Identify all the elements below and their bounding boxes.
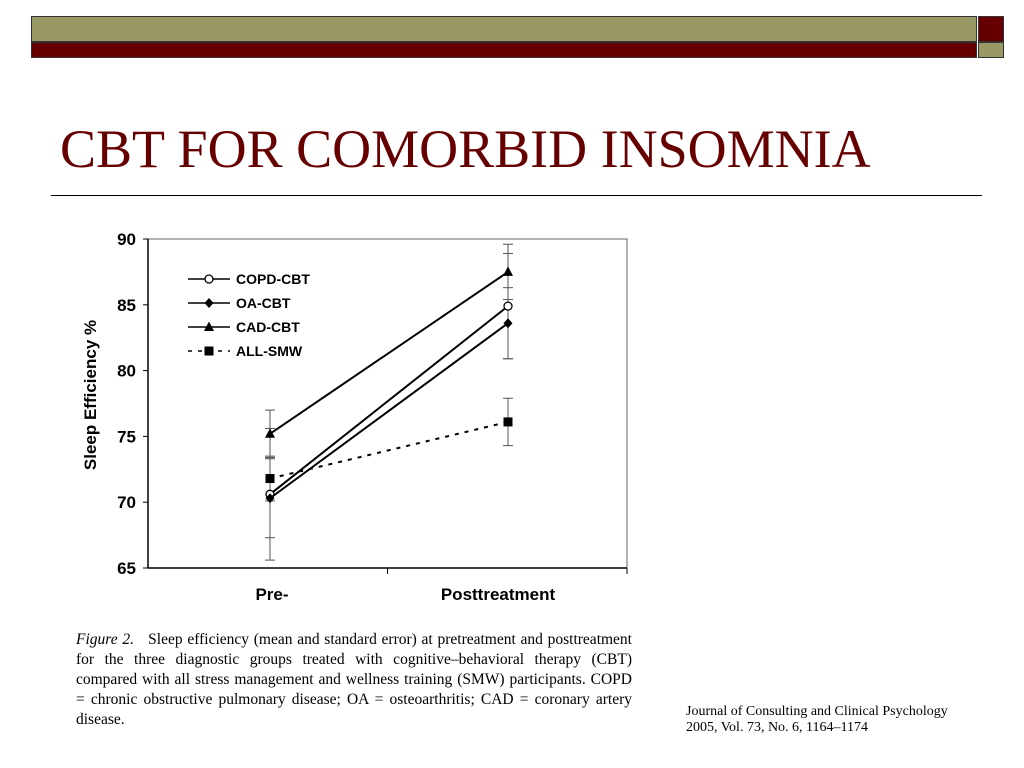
citation [686, 704, 948, 736]
legend-label: ALL-SMW [236, 343, 303, 359]
header-square-maroon [978, 16, 1004, 42]
header-band-olive [31, 16, 977, 42]
y-tick-label: 65 [117, 559, 136, 578]
figure-caption [76, 630, 632, 730]
data-point [205, 275, 213, 283]
data-point [265, 428, 275, 438]
legend-label: CAD-CBT [236, 319, 300, 335]
legend-label: COPD-CBT [236, 271, 310, 287]
y-tick-label: 85 [117, 295, 136, 315]
data-point [205, 347, 214, 356]
chart-series [265, 244, 513, 560]
title-rule [51, 195, 982, 196]
y-tick-label: 90 [117, 230, 136, 249]
series-cad-cbt [265, 266, 513, 437]
citation-journal: Journal of Consulting and Clinical Psychology [686, 704, 948, 719]
slide-title: CBT FOR COMORBID INSOMNIA [60, 119, 871, 179]
x-tick-label: Posttreatment [440, 585, 556, 604]
legend-entry [188, 319, 300, 335]
data-point [504, 302, 512, 310]
series-line [270, 323, 508, 498]
data-point [503, 266, 513, 276]
sleep-efficiency-chart [60, 220, 640, 620]
series-line [270, 306, 508, 494]
data-point [266, 474, 275, 483]
chart-ticks [117, 230, 627, 604]
x-tick-label: Pre- [255, 585, 289, 604]
y-tick-label: 75 [117, 427, 136, 447]
caption-text: Sleep efficiency (mean and standard error) at pretreatment and posttreatment for the three diagnostic groups treated with cognitive–behavioral therapy (CBT) compared with all stress management and wellness training (SMW) participants. COPD = chronic obstructive pulmonary disease; OA = osteoarthritis; CAD = coronary artery disease. [76, 631, 632, 728]
legend-entry [188, 295, 291, 311]
header-band-maroon [31, 42, 977, 58]
y-axis-label: Sleep Efficiency % [81, 319, 100, 471]
y-tick-label: 80 [117, 361, 136, 381]
chart-legend [188, 271, 310, 359]
chart-axes [148, 239, 627, 568]
legend-label: OA-CBT [236, 295, 291, 311]
data-point [205, 298, 214, 308]
data-point [504, 417, 513, 426]
citation-volume: 2005, Vol. 73, No. 6, 1164–1174 [686, 720, 869, 735]
plot-frame [148, 239, 627, 568]
figure-label: Figure 2. [76, 631, 134, 648]
series-line [270, 422, 508, 479]
header-square-olive [978, 42, 1004, 58]
legend-entry [188, 271, 310, 287]
y-tick-label: 70 [117, 493, 136, 513]
series-line [270, 272, 508, 434]
series-copd-cbt [266, 302, 512, 498]
legend-entry [188, 343, 303, 359]
